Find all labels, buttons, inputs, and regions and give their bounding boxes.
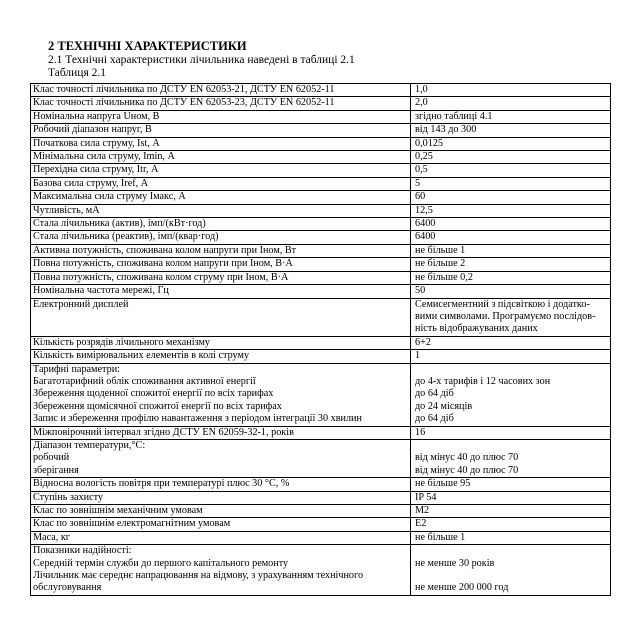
value-text: 0,25 bbox=[415, 151, 433, 163]
parameter-cell bbox=[31, 426, 411, 439]
parameter-text: Повна потужність, споживана колом напруги при Iном, В·А bbox=[33, 258, 293, 270]
parameter-text: Ступінь захисту bbox=[33, 491, 104, 503]
value-cell bbox=[411, 231, 611, 244]
value-text: від мінус 40 до плюс 70 bbox=[415, 452, 519, 464]
value-cell bbox=[411, 363, 611, 426]
value-text: від 143 до 300 bbox=[415, 124, 477, 136]
table-row bbox=[31, 244, 611, 257]
value-cell bbox=[411, 439, 611, 477]
value-text: до 24 місяців bbox=[415, 400, 473, 412]
value-text: 1 bbox=[415, 350, 421, 362]
value-text: 5 bbox=[415, 177, 421, 189]
parameter-cell bbox=[31, 258, 411, 271]
parameter-cell bbox=[31, 531, 411, 544]
value-cell bbox=[411, 137, 611, 150]
parameter-text: Клас по зовнішнім механічним умовам bbox=[33, 505, 203, 516]
parameter-cell bbox=[31, 204, 411, 217]
value-text: 16 bbox=[415, 426, 426, 438]
value-cell bbox=[411, 177, 611, 190]
value-text bbox=[415, 570, 608, 582]
parameter-text: Стала лічильника (актив), імп/(кВт·год) bbox=[33, 218, 206, 230]
table-row bbox=[31, 505, 611, 518]
table-row bbox=[31, 231, 611, 244]
parameter-text: Базова сила струму, Iref, А bbox=[33, 177, 149, 189]
value-text: не більше 95 bbox=[415, 478, 471, 490]
parameter-text: Середній термін служби до першого капітального ремонту bbox=[33, 557, 289, 569]
value-text: до 64 діб bbox=[415, 388, 454, 400]
value-text: 50 bbox=[415, 285, 426, 297]
parameter-text: Робочий діапазон напруг, В bbox=[33, 124, 152, 136]
parameter-text: Кількість розрядів лічильного механізму bbox=[33, 336, 211, 348]
table-row bbox=[31, 426, 611, 439]
value-text: 1,0 bbox=[415, 84, 428, 95]
value-text: М2 bbox=[415, 505, 430, 516]
parameter-cell bbox=[31, 244, 411, 257]
value-text: не більше 1 bbox=[415, 244, 466, 256]
parameter-text: Показники надійності: bbox=[33, 545, 132, 557]
value-text: 6400 bbox=[415, 218, 436, 230]
value-cell bbox=[411, 271, 611, 284]
value-cell bbox=[411, 478, 611, 491]
value-cell bbox=[411, 151, 611, 164]
parameter-cell bbox=[31, 151, 411, 164]
value-cell bbox=[411, 110, 611, 123]
parameter-cell bbox=[31, 285, 411, 298]
value-text: 2,0 bbox=[415, 97, 428, 109]
value-text: до 64 діб bbox=[415, 413, 454, 425]
table-row bbox=[31, 204, 611, 217]
parameter-cell bbox=[31, 231, 411, 244]
parameter-cell bbox=[31, 137, 411, 150]
table-row bbox=[31, 97, 611, 110]
value-text bbox=[415, 440, 608, 452]
table-row bbox=[31, 177, 611, 190]
value-text: згідно таблиці 4.1 bbox=[415, 110, 493, 122]
parameter-text: Багатотарифний облік споживання активної енергії bbox=[33, 375, 256, 387]
parameter-cell bbox=[31, 478, 411, 491]
value-text: не менше 200 000 год bbox=[415, 582, 509, 594]
table-row bbox=[31, 124, 611, 137]
value-text bbox=[415, 364, 608, 376]
parameter-text: Електронний дисплей bbox=[33, 298, 129, 310]
parameter-text: Збереження щомісячної спожитої енергії по всіх тарифах bbox=[33, 400, 282, 412]
table-row bbox=[31, 151, 611, 164]
table-row bbox=[31, 285, 611, 298]
parameter-cell bbox=[31, 84, 411, 97]
value-text: IP 54 bbox=[415, 491, 437, 503]
table-row bbox=[31, 518, 611, 531]
parameter-text: зберігання bbox=[33, 464, 79, 476]
value-text: Семисегментний з підсвіткою і додатко- bbox=[415, 298, 590, 310]
table-row bbox=[31, 350, 611, 363]
table-row bbox=[31, 439, 611, 477]
table-caption: Таблиця 2.1 bbox=[48, 67, 106, 79]
value-text: 0,5 bbox=[415, 164, 428, 176]
value-cell bbox=[411, 491, 611, 504]
value-text: 60 bbox=[415, 191, 426, 203]
value-cell bbox=[411, 426, 611, 439]
specs-table bbox=[30, 83, 611, 596]
parameter-cell bbox=[31, 439, 411, 477]
value-text: не більше 0,2 bbox=[415, 271, 473, 283]
parameter-cell bbox=[31, 545, 411, 596]
parameter-text: Міжповірочний інтервал згідно ДСТУ EN 62059-32-1, років bbox=[33, 426, 294, 438]
parameter-text: Запис и збереження профілю навантаження з періодом інтеграції 30 хвилин bbox=[33, 413, 362, 425]
parameter-cell bbox=[31, 518, 411, 531]
table-row bbox=[31, 298, 611, 336]
value-cell bbox=[411, 84, 611, 97]
table-row bbox=[31, 258, 611, 271]
section-intro: 2.1 Технічні характеристики лічильника наведені в таблиці 2.1 bbox=[48, 54, 355, 66]
value-cell bbox=[411, 244, 611, 257]
value-cell bbox=[411, 298, 611, 336]
parameter-text: обслуговування bbox=[33, 582, 102, 594]
table-row bbox=[31, 164, 611, 177]
value-cell bbox=[411, 164, 611, 177]
parameter-text: Стала лічильника (реактив), імп/(квар·год) bbox=[33, 231, 219, 243]
table-row bbox=[31, 110, 611, 123]
value-cell bbox=[411, 336, 611, 349]
value-cell bbox=[411, 97, 611, 110]
value-text: від мінус 40 до плюс 70 bbox=[415, 464, 519, 476]
parameter-text: Лічильник має середнє напрацювання на відмову, з урахуванням технічного bbox=[33, 570, 364, 582]
parameter-cell bbox=[31, 110, 411, 123]
value-cell bbox=[411, 545, 611, 596]
specs-table-body bbox=[31, 84, 611, 596]
value-text: не більше 1 bbox=[415, 531, 466, 543]
parameter-text: Мінімальна сила струму, Imin, А bbox=[33, 151, 175, 163]
parameter-cell bbox=[31, 124, 411, 137]
parameter-text: Діапазон температури,°С: bbox=[33, 439, 146, 451]
parameter-text: Перехідна сила струму, Itr, А bbox=[33, 164, 159, 176]
value-text: 6400 bbox=[415, 231, 436, 243]
value-text: не менше 30 років bbox=[415, 557, 495, 569]
value-cell bbox=[411, 191, 611, 204]
parameter-cell bbox=[31, 218, 411, 231]
parameter-text: Збереження щоденної спожитої енергії по всіх тарифах bbox=[33, 388, 274, 400]
value-text: до 4-х тарифів і 12 часових зон bbox=[415, 375, 551, 387]
value-cell bbox=[411, 350, 611, 363]
table-row bbox=[31, 491, 611, 504]
parameter-cell bbox=[31, 298, 411, 336]
table-row bbox=[31, 336, 611, 349]
table-row bbox=[31, 363, 611, 426]
parameter-text: Активна потужність, споживана колом напруги при Iном, Вт bbox=[33, 244, 297, 256]
table-row bbox=[31, 137, 611, 150]
table-row bbox=[31, 531, 611, 544]
parameter-text: Клас точності лічильника по ДСТУ EN 62053-21, ДСТУ EN 62052-11 bbox=[33, 84, 335, 95]
parameter-cell bbox=[31, 271, 411, 284]
value-text: вими символами. Програмуємо послідов- bbox=[415, 310, 596, 322]
parameter-text: Чутливість, мА bbox=[33, 204, 100, 216]
parameter-cell bbox=[31, 191, 411, 204]
table-row bbox=[31, 84, 611, 97]
value-text: не більше 2 bbox=[415, 258, 466, 270]
table-row bbox=[31, 218, 611, 231]
parameter-cell bbox=[31, 336, 411, 349]
parameter-text: Повна потужність, споживана колом струму при Iном, В·А bbox=[33, 271, 289, 283]
parameter-text: Клас точності лічильника по ДСТУ EN 62053-23, ДСТУ EN 62052-11 bbox=[33, 97, 335, 109]
value-cell bbox=[411, 518, 611, 531]
value-text: 6+2 bbox=[415, 336, 431, 348]
value-cell bbox=[411, 258, 611, 271]
parameter-cell bbox=[31, 491, 411, 504]
parameter-cell bbox=[31, 177, 411, 190]
parameter-cell bbox=[31, 363, 411, 426]
parameter-text: робочий bbox=[33, 452, 70, 464]
table-row bbox=[31, 191, 611, 204]
table-row bbox=[31, 545, 611, 596]
value-cell bbox=[411, 531, 611, 544]
section-title: 2 ТЕХНІЧНІ ХАРАКТЕРИСТИКИ bbox=[48, 39, 247, 53]
value-cell bbox=[411, 204, 611, 217]
parameter-text: Початкова сила струму, Ist, А bbox=[33, 137, 160, 149]
parameter-text: Клас по зовнішнім електромагнітним умовам bbox=[33, 518, 231, 530]
parameter-text: Номінальна частота мережі, Гц bbox=[33, 285, 169, 297]
parameter-cell bbox=[31, 97, 411, 110]
value-text bbox=[415, 545, 608, 557]
value-text: 0,0125 bbox=[415, 137, 444, 149]
parameter-text: Максимальна сила струму Iмакс, А bbox=[33, 191, 186, 203]
parameter-text: Тарифні параметри: bbox=[33, 363, 120, 375]
parameter-cell bbox=[31, 164, 411, 177]
value-cell bbox=[411, 285, 611, 298]
parameter-cell bbox=[31, 350, 411, 363]
value-cell bbox=[411, 124, 611, 137]
value-cell bbox=[411, 218, 611, 231]
value-text: ність відображуваних даних bbox=[415, 323, 538, 335]
parameter-cell bbox=[31, 505, 411, 518]
value-cell bbox=[411, 505, 611, 518]
table-row bbox=[31, 271, 611, 284]
table-row bbox=[31, 478, 611, 491]
parameter-text: Маса, кг bbox=[33, 531, 70, 543]
parameter-text: Номінальна напруга Uном, В bbox=[33, 110, 160, 122]
value-text: Е2 bbox=[415, 518, 427, 530]
parameter-text: Відносна вологість повітря при температурі плюс 30 °С, % bbox=[33, 478, 290, 490]
value-text: 12,5 bbox=[415, 204, 433, 216]
parameter-text: Кількість вимірювальних елементів в колі струму bbox=[33, 350, 250, 362]
